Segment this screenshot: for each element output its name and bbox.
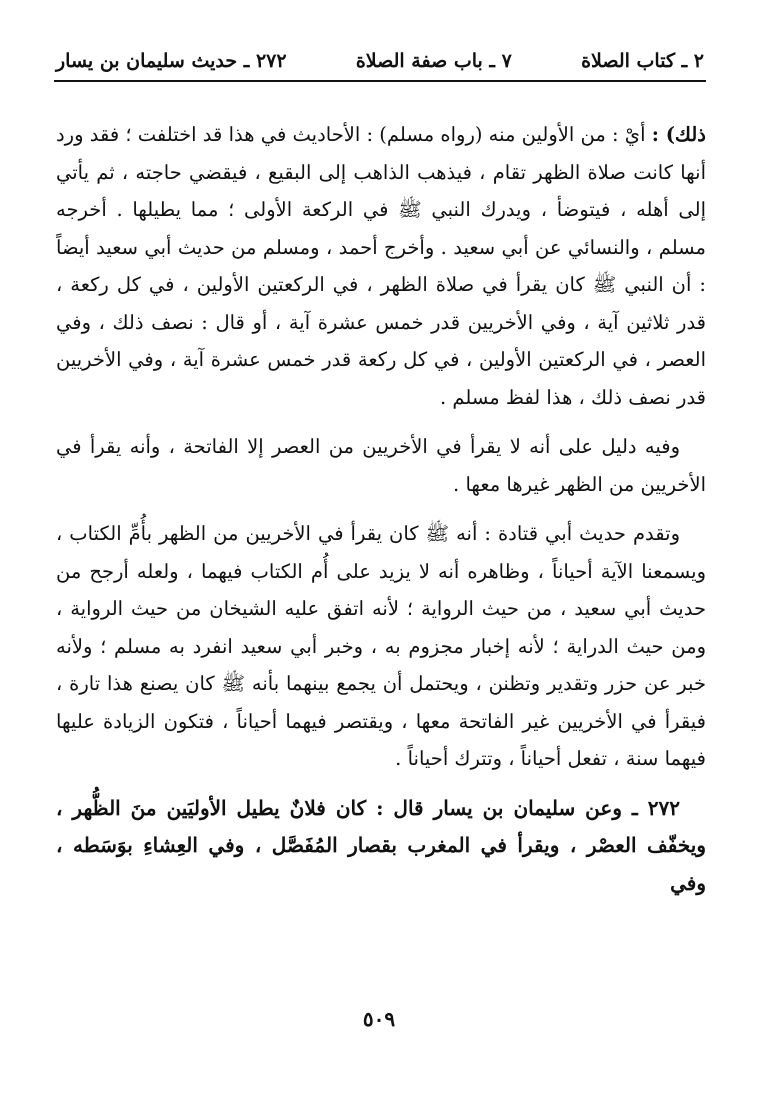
- paragraph-commentary-2: وفيه دليل على أنه لا يقرأ في الأخريين من العصر إلا الفاتحة ، وأنه يقرأ في الأخريين من الظهر غيرها معها .: [56, 435, 706, 496]
- header-hadith-reference: ٢٧٢ ـ حديث سليمان بن يسار: [56, 50, 287, 72]
- paragraph-text: أيْ : من الأولين منه (رواه مسلم) : الأحاديث في هذا قد اختلفت ؛ فقد ورد أنها كانت صلاة الظهر تقام ، فيذهب الذاهب إلى البقيع ، فيقضي حاجته ، ثم يأتي إلى أهله ، فيتوضأ ، ويدرك النبي ﷺ في الركعة الأولى ؛ مما يطيلها . أخرجه مسلم ، والنسائي عن أبي سعيد . وأخرج أحمد ، ومسلم من حديث أبي سعيد أيضاً : أن النبي ﷺ كان يقرأ في صلاة الظهر ، في الركعتين الأولين ، في كل ركعة ، قدر ثلاثين آية ، وفي الأخريين قدر خمس عشرة آية ، أو قال : نصف ذلك ، وفي العصر ، في الركعتين الأولين ، في كل ركعة قدر خمس عشرة آية ، وفي الأخريين قدر نصف ذلك ، هذا لفظ مسلم .: [56, 123, 706, 409]
- running-header: [56, 44, 704, 78]
- page-number: ٥٠٩: [362, 1007, 396, 1031]
- paragraph-hadith-272: ٢٧٢ ـ وعن سليمان بن يسار قال : كان فلانٌ يطيل الأوليَين منَ الظُّهر ، ويخفّف العصْر ، ويقرأ في المغرب بقصار المُفَصَّل ، وفي العِشاءِ بوَسَطه ، وفي: [56, 795, 706, 895]
- paragraph-lead-term: ذلك) :: [651, 123, 706, 146]
- header-chapter-title: ٧ ـ باب صفة الصلاة: [355, 50, 512, 72]
- header-divider: [54, 80, 706, 82]
- paragraph-commentary-3: وتقدم حديث أبي قتادة : أنه ﷺ كان يقرأ في الأخريين من الظهر بأُمِّ الكتاب ، ويسمعنا الآية أحياناً ، وظاهره أنه لا يزيد على أُم الكتاب فيهما ، ولعله أرجح من حديث أبي سعيد ، من حيث الرواية ؛ لأنه اتفق عليه الشيخان من حيث الرواية ، ومن حيث الدراية ؛ لأنه إخبار مجزوم به ، وخبر أبي سعيد انفرد به مسلم ؛ ولأنه خبر عن حزر وتقدير وتظنن ، ويحتمل أن يجمع بينهما بأنه ﷺ كان يصنع هذا تارة ، فيقرأ في الأخريين غير الفاتحة معها ، ويقتصر فيهما أحياناً ، فتكون الزيادة عليها فيهما سنة ، تفعل أحياناً ، وتترك أحياناً .: [56, 522, 706, 770]
- header-book-title: ٢ ـ كتاب الصلاة: [581, 50, 704, 72]
- page-body: [56, 116, 706, 902]
- paragraph-commentary-1: [56, 116, 706, 416]
